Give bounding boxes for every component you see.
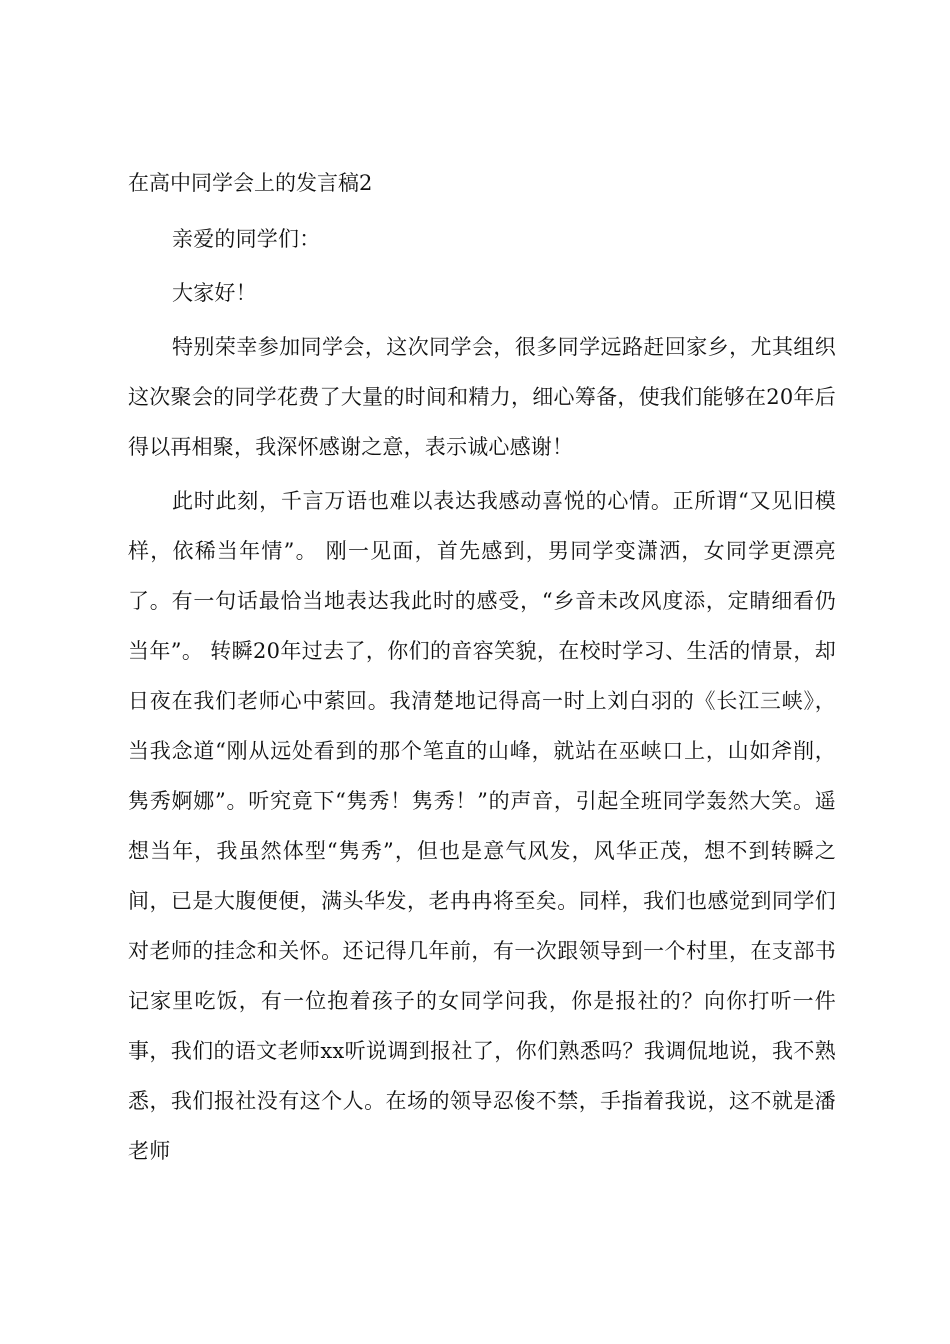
document-body [128,158,836,1176]
memories-paragraph: 此时此刻，千言万语也难以表达我感动喜悦的心情。正所谓“又见旧模样，依稀当年情”。 刚一见面，首先感到，男同学变潇洒，女同学更漂亮了。有一句话最恰当地表达我此时的感受，“乡音未改风度添，定睛细看仍当年”。 转瞬20年过去了，你们的音容笑貌，在校时学习、生活的情景，却日夜在我们老师心中萦回。我清楚地记得高一时上刘白羽的《长江三峡》，当我念道“刚从远处看到的那个笔直的山峰，就站在巫峡口上，山如斧削，隽秀婀娜”。听究竟下“隽秀！隽秀！”的声音，引起全班同学轰然大笑。遥想当年，我虽然体型“隽秀”，但也是意气风发，风华正茂，想不到转瞬之间，已是大腹便便，满头华发，老冉冉将至矣。同样，我们也感觉到同学们对老师的挂念和关怀。还记得几年前，有一次跟领导到一个村里，在支部书记家里吃饭，有一位抱着孩子的女同学问我，你是报社的？向你打听一件事，我们的语文老师xx听说调到报社了，你们熟悉吗？我调侃地说，我不熟悉，我们报社没有这个人。在场的领导忍俊不禁，手指着我说，这不就是潘老师 [128,489,836,1163]
thanks-paragraph: 特别荣幸参加同学会，这次同学会，很多同学远路赶回家乡，尤其组织这次聚会的同学花费了大量的时间和精力，细心筹备，使我们能够在20年后得以再相聚，我深怀感谢之意，表示诚心感谢！ [128,335,836,459]
salutation-paragraph: 亲爱的同学们： [172,227,321,251]
greeting-paragraph: 大家好！ [172,281,257,305]
document-title: 在高中同学会上的发言稿2 [128,171,373,195]
